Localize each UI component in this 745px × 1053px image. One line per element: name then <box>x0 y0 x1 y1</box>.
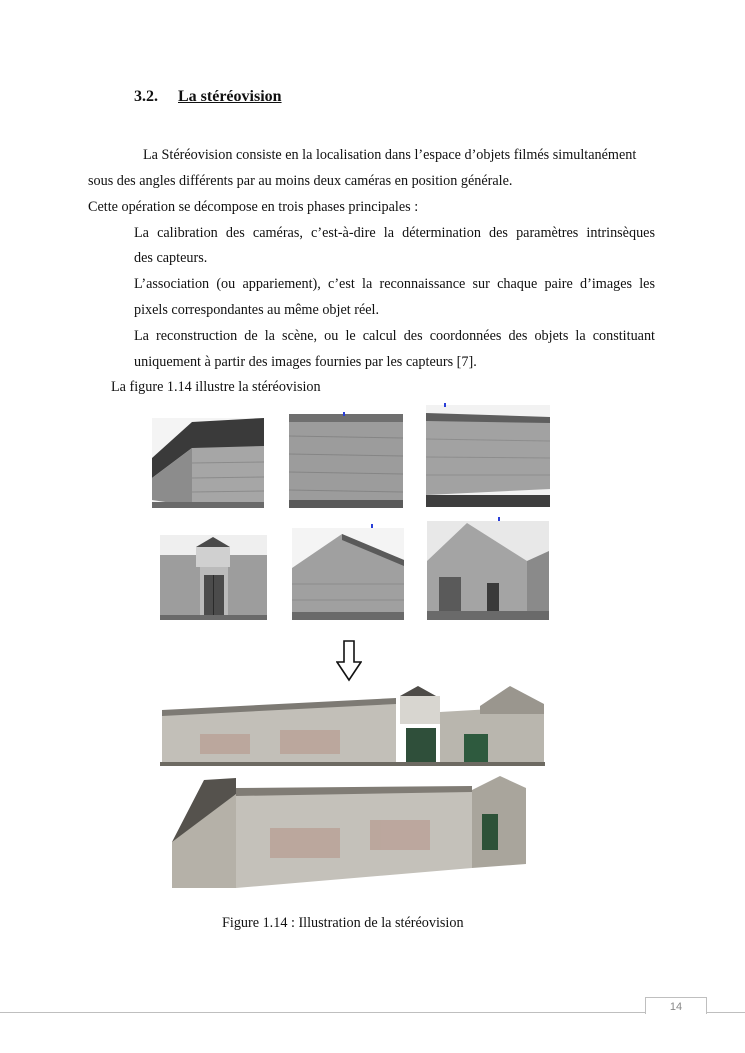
phases-intro: Cette opération se décompose en trois phases principales : <box>88 199 419 215</box>
marker-tick <box>444 403 446 407</box>
section-heading <box>134 88 282 106</box>
intro-line-1: La Stéréovision consiste en la localisation dans l’espace d’objets filmés simultanément <box>143 147 637 163</box>
item-3-line-1: La reconstruction de la scène, ou le calcul des coordonnées des objets la constituant <box>134 328 655 344</box>
marker-tick <box>343 412 345 416</box>
figure-caption: Figure 1.14 : Illustration de la stéréovision <box>222 915 464 931</box>
photo-gate-house <box>160 535 267 620</box>
reconstruction-perspective <box>160 768 545 900</box>
photo-barn-corner <box>152 418 264 508</box>
footer-rule <box>0 1012 745 1013</box>
photo-long-wall <box>426 405 550 507</box>
reconstruction-front <box>160 684 545 766</box>
item-2-line-1: L’association (ou appariement), c’est la reconnaissance sur chaque paire d’images les <box>134 276 655 292</box>
item-1-line-1: La calibration des caméras, c’est-à-dire la détermination des paramètres intrinsèques <box>134 225 655 241</box>
down-arrow-icon <box>336 640 362 682</box>
item-1-line-2: des capteurs. <box>134 250 208 266</box>
marker-tick <box>371 524 373 528</box>
photo-wall-section <box>289 414 403 508</box>
page-number: 14 <box>645 997 707 1014</box>
item-3-line-2: uniquement à partir des images fournies par les capteurs [7]. <box>134 354 477 370</box>
item-2-line-2: pixels correspondantes au même objet réel. <box>134 302 380 318</box>
section-number: 3.2. <box>134 88 158 105</box>
photo-barn-doorway <box>427 521 549 620</box>
section-title: La stéréovision <box>178 88 282 105</box>
intro-line-2: sous des angles différents par au moins deux caméras en position générale. <box>88 173 513 189</box>
figure-reference: La figure 1.14 illustre la stéréovision <box>111 379 321 395</box>
marker-tick <box>498 517 500 521</box>
photo-gable-barn <box>292 528 404 620</box>
